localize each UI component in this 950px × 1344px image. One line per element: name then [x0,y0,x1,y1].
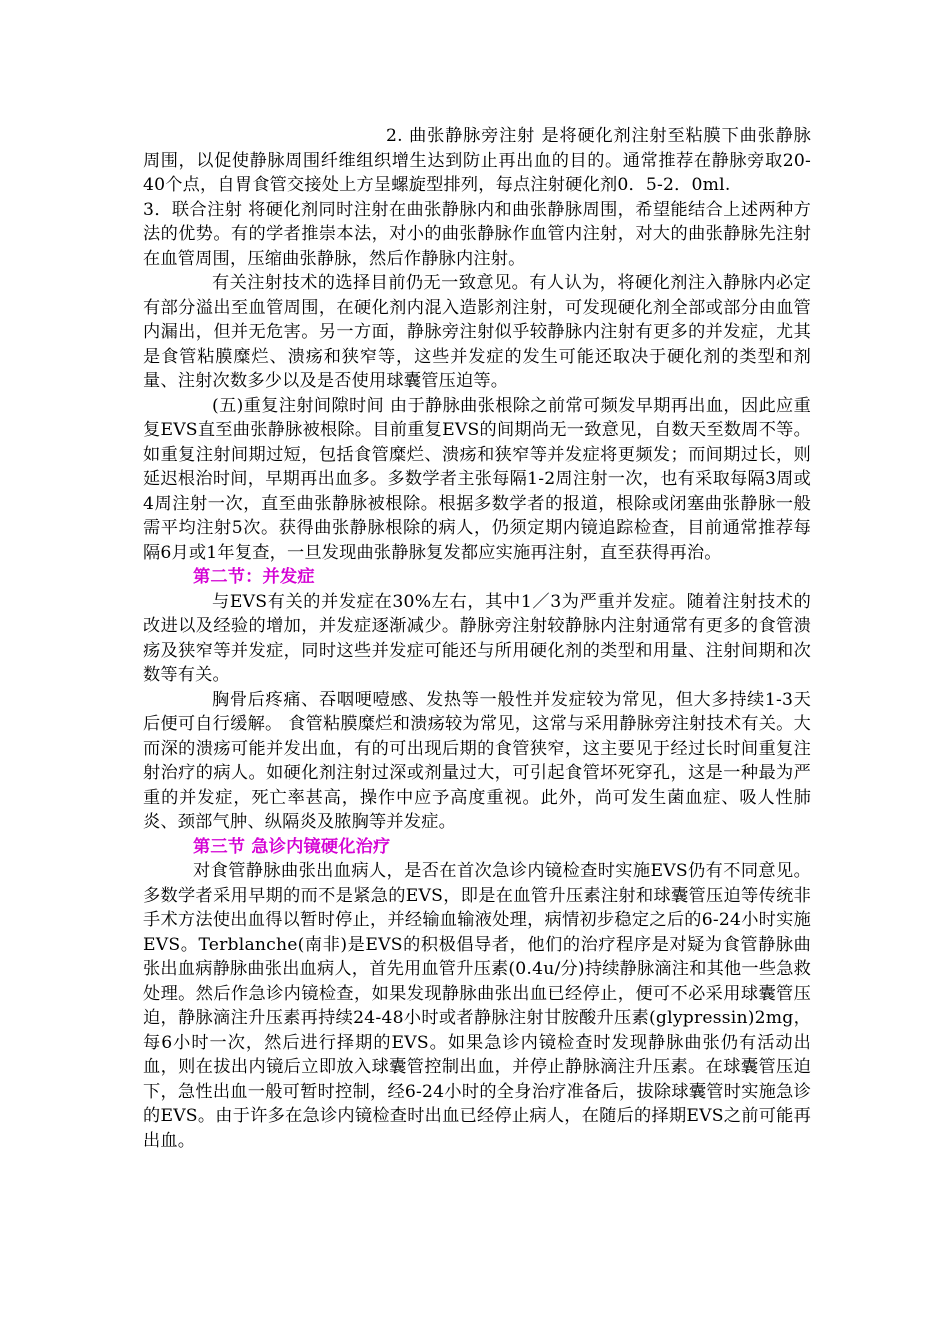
paragraph-complication-rate: 与EVS有关的并发症在30%左右，其中1／3为严重并发症。随着注射技术的改进以及经验的增加，并发症逐渐减少。静脉旁注射较静脉内注射通常有更多的食管溃疡及狭窄等并发症，同时这些并发症可能还与所用硬化剂的类型和用量、注射间期和次数等有关。 [143,591,811,685]
document-body [143,124,811,1153]
paragraph-paravariceal-injection: 2. 曲张静脉旁注射 是将硬化剂注射至粘膜下曲张静脉周围，以促使静脉周围纤维组织增生达到防止再出血的目的。通常推荐在静脉旁取20-40个点，自胃食管交接处上方呈螺旋型排列，每点注射硬化剂0．5-2．0ml. [143,126,811,195]
section-heading-emergency-sclerotherapy: 第三节 急诊内镜硬化治疗 [193,836,391,857]
section-heading-complications: 第二节：并发症 [193,567,315,587]
paragraph-complication-types: 胸骨后疼痛、吞咽哽噎感、发热等一般性并发症较为常见，但大多持续1-3天后便可自行缓解。 食管粘膜糜烂和溃疡较为常见，这常与采用静脉旁注射技术有关。大而深的溃疡可能并发出血，有的可出现后期的食管狭窄，这主要见于经过长时间重复注射治疗的病人。如硬化剂注射过深或剂量过大，可引起食管坏死穿孔，这是一种最为严重的并发症，死亡率甚高，操作中应予高度重视。此外，尚可发生菌血症、吸人性肺炎、颈部气肿、纵隔炎及脓胸等并发症。 [143,689,811,832]
paragraph-repeat-interval: (五)重复注射间隙时间 由于静脉曲张根除之前常可频发早期再出血，因此应重复EVS直至曲张静脉被根除。目前重复EVS的间期尚无一致意见，自数天至数周不等。如重复注射间期过短，包括食管糜烂、溃疡和狭窄等并发症将更频发；而间期过长，则延迟根治时间，早期再出血多。多数学者主张每隔1-2周注射一次，也有采取每隔3周或4周注射一次，直至曲张静脉被根除。根据多数学者的报道，根除或闭塞曲张静脉一般需平均注射5次。获得曲张静脉根除的病人，仍须定期内镜追踪检查，目前通常推荐每隔6月或1年复查，一旦发现曲张静脉复发都应实施再注射，直至获得再治。 [143,395,811,563]
paragraph-combined-injection: 3．联合注射 将硬化剂同时注射在曲张静脉内和曲张静脉周围，希望能结合上述两种方法的优势。有的学者推崇本法，对小的曲张静脉作血管内注射，对大的曲张静脉先注射在血管周围，压缩曲张静脉，然后作静脉内注射。 [143,199,811,269]
paragraph-emergency-evs: 对食管静脉曲张出血病人，是否在首次急诊内镜检查时实施EVS仍有不同意见。多数学者采用早期的而不是紧急的EVS，即是在血管升压素注射和球囊管压迫等传统非手术方法使出血得以暂时停止，并经输血输液处理，病情初步稳定之后的6-24小时实施EVS。Terblanche(南非)是EVS的积极倡导者，他们的治疗程序是对疑为食管静脉曲张出血病静脉曲张出血病人，首先用血管升压素(0.4u/分)持续静脉滴注和其他一些急救处理。然后作急诊内镜检查，如果发现静脉曲张出血已经停止，便可不必采用球囊管压迫，静脉滴注升压素再持续24-48小时或者静脉注射甘胺酸升压素(glypressin)2mg，每6小时一次，然后进行择期的EVS。如果急诊内镜检查时发现静脉曲张仍有活动出血，则在拔出内镜后立即放入球囊管控制出血，并停止静脉滴注升压素。在球囊管压迫下，急性出血一般可暂时控制，经6-24小时的全身治疗准备后，拔除球囊管时实施急诊的EVS。由于许多在急诊内镜检查时出血已经停止病人，在随后的择期EVS之前可能再出血。 [143,861,811,1151]
paragraph-technique-choice: 有关注射技术的选择目前仍无一致意见。有人认为，将硬化剂注入静脉内必定有部分溢出至血管周围，在硬化剂内混入造影剂注射，可发现硬化剂全部或部分由血管内漏出，但并无危害。另一方面，静脉旁注射似乎较静脉内注射有更多的并发症，尤其是食管粘膜糜烂、溃疡和狭窄等，这些并发症的发生可能还取决于硬化剂的类型和剂量、注射次数多少以及是否使用球囊管压迫等。 [143,273,811,391]
